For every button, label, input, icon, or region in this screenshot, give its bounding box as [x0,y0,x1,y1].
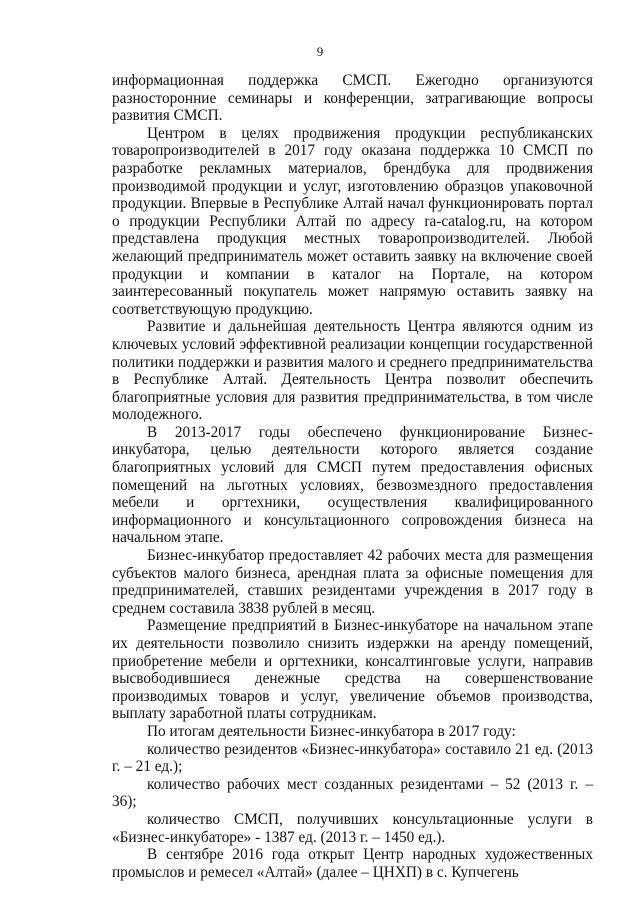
list-item-consultations: количество СМСП, получивших консультационные услуги в «Бизнес-инкубаторе» - 1387 ед. (2013 г. – 1450 ед.). [112,810,593,846]
paragraph-crafts-center: В сентябре 2016 года открыт Центр народных художественных промыслов и ремесел «Алтай» (далее – ЦНХП) в с. Купчегень [112,846,593,881]
paragraph-business-incubator: В 2013-2017 годы обеспечено функционирование Бизнес-инкубатора, целью деятельности которого является создание благоприятных условий для СМСП путем предоставления офисных помещений на льготных условиях, безвозмездного предоставления мебели и оргтехники, осуществления квалифицированного информационного и консультационного сопровождения бизнеса на начальном этапе. [112,423,593,547]
paragraph-results-intro: По итогам деятельности Бизнес-инкубатора в 2017 году: [147,722,516,740]
paragraph-product-promotion: Центром в целях продвижения продукции республиканских товаропроизводителей в 2017 году оказана поддержка 10 СМСП по разработке рекламных материалов, брендбука для продвижения производимой продукции и услуг, изготовлению образцов упаковочной продукции. Впервые в Республике Алтай начал функционировать портал о продукции Республики Алтай по адресу ra-catalog.ru, на котором представлена продукция местных товаропроизводителей. Любой желающий предприниматель может оставить заявку на включение своей продукции и компании в каталог на Портале, на котором заинтересованный покупатель может напрямую оставить заявку на соответствующую продукцию. [112,124,593,318]
list-item-jobs: количество рабочих мест созданных резидентами – 52 (2013 г. – 36); [112,775,593,811]
paragraph-center-development: Развитие и дальнейшая деятельность Центра являются одним из ключевых условий эффективной реализации концепции государственной политики поддержки и развития малого и среднего предпринимательства в Республике Алтай. Деятельность Центра позволит обеспечить благоприятные условия для развития предпринимательства, в том числе молодежного. [112,318,593,424]
document-body [112,72,593,881]
paragraph-placement-benefits: Размещение предприятий в Бизнес-инкубаторе на начальном этапе их деятельности позволило снизить издержки на аренду помещений, приобретение мебели и оргтехники, консалтинговые услуги, направив высвободившиеся денежные средства на совершенствование производимых товаров и услуг, увеличение объемов производства, выплату заработной платы сотрудникам. [112,617,593,723]
list-item-residents: количество резидентов «Бизнес-инкубатора» составило 21 ед. (2013 г. – 21 ед.); [112,740,593,776]
paragraph-workplaces: Бизнес-инкубатор предоставляет 42 рабочих места для размещения субъектов малого бизнеса, арендная плата за офисные помещения для предпринимателей, ставших резидентами учреждения в 2017 году в среднем составила 3838 рублей в месяц. [112,547,593,617]
page-number: 9 [316,44,324,59]
paragraph-smsp-info-support: информационная поддержка СМСП. Ежегодно организуются разносторонние семинары и конференции, затрагивающие вопросы развития СМСП. [112,72,593,125]
